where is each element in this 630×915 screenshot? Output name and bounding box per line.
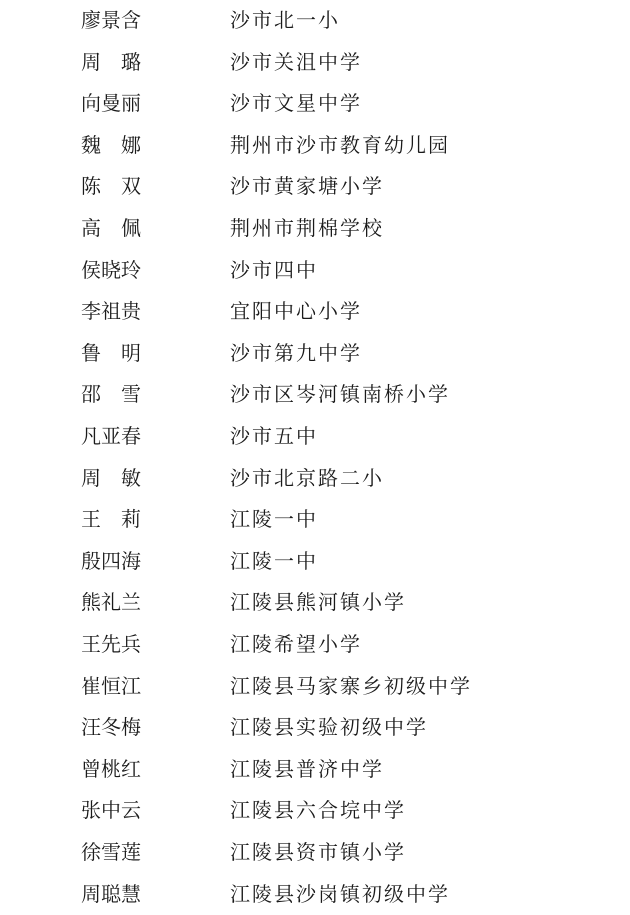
list-item [0, 541, 630, 582]
person-name: 徐雪莲 [81, 840, 141, 864]
school-name: 江陵县熊河镇小学 [230, 590, 406, 615]
person-name: 殷四海 [81, 548, 141, 573]
school-name: 江陵县沙岗镇初级中学 [230, 881, 450, 906]
person-name: 陈双 [81, 174, 161, 199]
person-name: 邵雪 [81, 382, 161, 407]
person-name: 周璐 [81, 49, 161, 74]
school-name: 宜阳中心小学 [230, 299, 362, 324]
list-item [0, 874, 630, 915]
list-item [0, 291, 630, 332]
person-name: 周聪慧 [81, 881, 141, 906]
school-name: 沙市区岑河镇南桥小学 [230, 382, 450, 407]
list-item [0, 790, 630, 831]
person-name: 熊礼兰 [81, 590, 141, 615]
school-name: 沙市第九中学 [230, 340, 362, 365]
list-item [0, 666, 630, 707]
list-item [0, 458, 630, 499]
school-name: 沙市五中 [230, 424, 318, 448]
person-name: 崔恒江 [81, 673, 141, 698]
school-name: 沙市关沮中学 [230, 49, 362, 74]
school-name: 江陵一中 [230, 507, 318, 532]
list-item [0, 125, 630, 166]
person-name: 廖景含 [81, 8, 141, 32]
person-name: 侯晓玲 [81, 257, 141, 282]
school-name: 沙市北一小 [230, 8, 340, 32]
school-name: 沙市四中 [230, 257, 318, 282]
school-name: 江陵县六合垸中学 [230, 798, 406, 823]
school-name: 江陵县普济中学 [230, 756, 384, 781]
person-name: 凡亚春 [81, 424, 141, 448]
person-name: 向曼丽 [81, 91, 141, 116]
person-name: 魏娜 [81, 132, 161, 157]
list-item [0, 582, 630, 623]
school-name: 沙市北京路二小 [230, 465, 384, 490]
list-item [0, 707, 630, 748]
list-item [0, 250, 630, 291]
list-item [0, 208, 630, 249]
list-item [0, 333, 630, 374]
person-name: 王先兵 [81, 632, 141, 656]
list-item [0, 416, 630, 457]
person-name: 鲁明 [81, 340, 161, 365]
list-item [0, 42, 630, 83]
school-name: 荆州市沙市教育幼儿园 [230, 132, 450, 157]
person-name: 张中云 [81, 798, 141, 823]
list-item [0, 166, 630, 207]
school-name: 江陵希望小学 [230, 632, 362, 656]
list-item [0, 374, 630, 415]
list-item [0, 499, 630, 540]
person-name: 周敏 [81, 465, 161, 490]
school-name: 江陵县马家寨乡初级中学 [230, 673, 472, 698]
school-name: 沙市文星中学 [230, 91, 362, 116]
list-item [0, 0, 630, 41]
person-name: 曾桃红 [81, 756, 141, 781]
list-item [0, 624, 630, 665]
person-name: 王莉 [81, 507, 161, 532]
school-name: 江陵县实验初级中学 [230, 715, 428, 740]
school-name: 江陵县资市镇小学 [230, 840, 406, 864]
school-name: 江陵一中 [230, 548, 318, 573]
person-name: 高佩 [81, 216, 161, 240]
person-name: 汪冬梅 [81, 715, 141, 740]
person-name: 李祖贵 [81, 299, 141, 324]
list-item [0, 832, 630, 873]
school-name: 荆州市荆棉学校 [230, 216, 384, 240]
list-item [0, 749, 630, 790]
school-name: 沙市黄家塘小学 [230, 174, 384, 199]
list-item [0, 83, 630, 124]
